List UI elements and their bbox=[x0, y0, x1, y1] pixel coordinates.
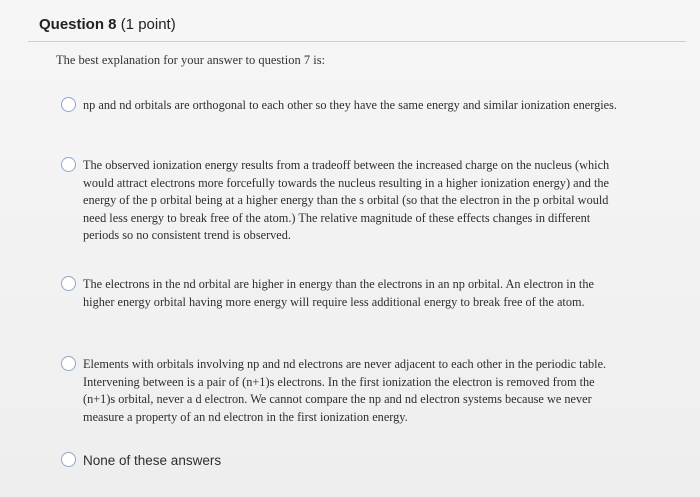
question-points: (1 point) bbox=[120, 16, 176, 33]
question-number: Question 8 bbox=[39, 16, 117, 33]
question-prompt: The best explanation for your answer to question 7 is: bbox=[56, 53, 326, 67]
answer-option-text: None of these answers bbox=[83, 453, 222, 468]
answer-option-text: The electrons in the nd orbital are higher in energy than the electrons in an np orbital. An electron in the higher energy orbital having more energy will require less additional energy to break free of the atom. bbox=[83, 277, 594, 309]
answer-option-text: Elements with orbitals involving np and nd electrons are never adjacent to each other in the periodic table. Intervening between is a pair of (n+1)s electrons. In the first ionization the electron is removed from the (n+1)s orbital, never a d electron. We cannot compare the np and nd electron systems because we never measure a property of an nd electron in the first ionization energy. bbox=[83, 357, 607, 424]
radio-button[interactable] bbox=[61, 276, 76, 291]
answer-option-text: The observed ionization energy results from a tradeoff between the increased charge on the nucleus (which would attract electrons more forcefully towards the nucleus resulting in a higher ionization energy) and the energy of the p orbital being at a higher energy than the s orbital (so that the electron in the p orbital would need less energy to break free of the atom.) The relative magnitude of these effects changes in different periods so no consistent trend is observed. bbox=[83, 158, 610, 242]
radio-button[interactable] bbox=[61, 157, 76, 172]
title-divider bbox=[28, 41, 686, 42]
radio-button[interactable] bbox=[61, 452, 76, 467]
radio-button[interactable] bbox=[61, 356, 76, 371]
radio-button[interactable] bbox=[61, 97, 76, 112]
answer-option-text: np and nd orbitals are orthogonal to each other so they have the same energy and similar ionization energies. bbox=[83, 98, 617, 112]
question-title bbox=[39, 16, 176, 33]
